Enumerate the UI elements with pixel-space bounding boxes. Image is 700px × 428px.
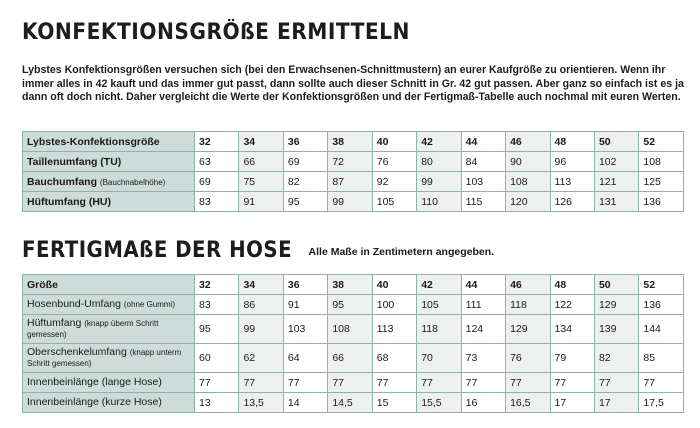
row-label [23,344,195,373]
table-cell: 64 [283,344,327,373]
table-cell: 17 [550,393,594,413]
row-label [23,295,195,315]
table-cell: 113 [372,315,416,344]
size-column-header: 40 [372,132,416,152]
table-cell: 73 [461,344,505,373]
table-cell: 121 [594,172,638,192]
row-label-note: (knapp überm Schritt gemessen) [27,319,159,339]
table-cell: 15,5 [417,393,461,413]
table-cell: 96 [550,152,594,172]
table-cell: 76 [372,152,416,172]
size-column-header: 48 [550,132,594,152]
row-label-text: Hosenbund-Umfang [27,298,124,310]
table-cell: 77 [550,373,594,393]
table-header-row [23,132,684,152]
table-cell: 77 [417,373,461,393]
size-column-header: 34 [239,275,283,295]
table-row [23,192,684,212]
table-cell: 92 [372,172,416,192]
row-label [23,315,195,344]
table-cell: 77 [461,373,505,393]
table-cell: 77 [328,373,372,393]
size-chart-table [22,131,684,212]
row-label-note: (Bauchnabelhöhe) [99,177,166,187]
table-cell: 129 [594,295,638,315]
table-cell: 118 [506,295,550,315]
table-cell: 108 [506,172,550,192]
garment-measurements-table [22,274,684,413]
table-cell: 77 [639,373,683,393]
row-label-text: Oberschenkelumfang [27,346,130,358]
table-cell: 118 [417,315,461,344]
table-cell: 69 [195,172,239,192]
table-cell: 13,5 [239,393,283,413]
size-column-header: 46 [506,275,550,295]
table-cell: 120 [506,192,550,212]
table-cell: 126 [550,192,594,212]
table-cell: 15 [372,393,416,413]
table-cell: 91 [239,192,283,212]
size-column-header: 44 [461,275,505,295]
table-cell: 95 [328,295,372,315]
size-column-header: 34 [239,132,283,152]
table-cell: 125 [639,172,683,192]
table-header-row [23,275,684,295]
row-label-text: Hüftumfang [27,317,85,329]
table-cell: 136 [639,295,683,315]
table-cell: 17,5 [639,393,683,413]
table-cell: 16 [461,393,505,413]
table-cell: 105 [372,192,416,212]
table-cell: 129 [506,315,550,344]
section-note: Alle Maße in Zentimetern angegeben. [308,246,495,258]
table-cell: 103 [283,315,327,344]
table-cell: 77 [283,373,327,393]
table-cell: 72 [328,152,372,172]
table-row [23,344,684,373]
table-cell: 82 [283,172,327,192]
table-cell: 68 [372,344,416,373]
table-cell: 16,5 [506,393,550,413]
table-cell: 95 [195,315,239,344]
intro-text: Lybstes Konfektionsgrößen versuchen sich (bei den Erwachsenen-Schnittmustern) an eurer Kaufgröße zu orientieren. Wenn ihr immer alles in 42 kauft und das immer gut passt, dann sollte auch dieser Schnitt in Gr. 42 gut passen. Aber ganz so einfach ist es ja dann oft doch nicht. Daher vergleicht die Werte der Konfektionsgrößen und der Fertigmaß-Tabelle auch nochmal mit euren Werten. [22,64,684,104]
row-label-text: Bauchumfang [27,175,100,188]
table-header-label: Größe [23,275,195,295]
size-column-header: 40 [372,275,416,295]
table-cell: 83 [195,295,239,315]
table-cell: 134 [550,315,594,344]
table-cell: 76 [506,344,550,373]
table-cell: 115 [461,192,505,212]
size-column-header: 36 [283,132,327,152]
table-cell: 95 [283,192,327,212]
size-column-header: 50 [594,132,638,152]
size-column-header: 32 [195,275,239,295]
table-cell: 14,5 [328,393,372,413]
table-cell: 110 [417,192,461,212]
table-cell: 87 [328,172,372,192]
table-cell: 105 [417,295,461,315]
table-cell: 77 [506,373,550,393]
row-label [23,192,195,212]
size-column-header: 38 [328,132,372,152]
table-cell: 70 [417,344,461,373]
table-cell: 17 [594,393,638,413]
table-cell: 60 [195,344,239,373]
table-cell: 108 [328,315,372,344]
size-column-header: 42 [417,275,461,295]
table-cell: 91 [283,295,327,315]
row-label-text: Innenbeinlänge (lange Hose) [27,376,162,388]
section-title: FERTIGMAßE DER HOSE [22,238,293,263]
row-label-text: Taillenumfang (TU) [27,155,122,168]
table-cell: 102 [594,152,638,172]
row-label-text: Hüftumfang (HU) [27,195,111,208]
row-label [23,393,195,413]
table-cell: 85 [639,344,683,373]
size-column-header: 50 [594,275,638,295]
table-row [23,172,684,192]
table-cell: 139 [594,315,638,344]
table-header-label: Lybstes-Konfektionsgröße [23,132,195,152]
table-cell: 131 [594,192,638,212]
table-cell: 90 [506,152,550,172]
table-row [23,315,684,344]
page-title: KONFEKTIONSGRÖßE ERMITTELN [22,20,410,45]
table-row [23,393,684,413]
table-cell: 99 [417,172,461,192]
table-cell: 103 [461,172,505,192]
table-cell: 75 [239,172,283,192]
table-cell: 77 [195,373,239,393]
table-cell: 77 [594,373,638,393]
table-cell: 63 [195,152,239,172]
size-column-header: 44 [461,132,505,152]
size-column-header: 36 [283,275,327,295]
table-cell: 66 [328,344,372,373]
size-column-header: 38 [328,275,372,295]
size-column-header: 48 [550,275,594,295]
table-cell: 14 [283,393,327,413]
size-column-header: 52 [639,132,683,152]
table-cell: 108 [639,152,683,172]
table-cell: 83 [195,192,239,212]
table-cell: 99 [239,315,283,344]
table-cell: 69 [283,152,327,172]
table-cell: 77 [239,373,283,393]
table-cell: 86 [239,295,283,315]
row-label [23,152,195,172]
table-cell: 136 [639,192,683,212]
table-cell: 113 [550,172,594,192]
table-cell: 111 [461,295,505,315]
size-column-header: 32 [195,132,239,152]
table-row [23,152,684,172]
table-cell: 124 [461,315,505,344]
table-cell: 84 [461,152,505,172]
table-cell: 66 [239,152,283,172]
row-label [23,373,195,393]
table-cell: 144 [639,315,683,344]
table-row [23,373,684,393]
row-label-note: (knapp unterm Schritt gemessen) [27,348,182,368]
row-label [23,172,195,192]
table-cell: 82 [594,344,638,373]
row-label-text: Innenbeinlänge (kurze Hose) [27,396,162,408]
table-cell: 62 [239,344,283,373]
size-column-header: 42 [417,132,461,152]
table-cell: 13 [195,393,239,413]
table-cell: 80 [417,152,461,172]
table-row [23,295,684,315]
table-cell: 122 [550,295,594,315]
table-cell: 99 [328,192,372,212]
table-cell: 79 [550,344,594,373]
table-cell: 77 [372,373,416,393]
size-column-header: 52 [639,275,683,295]
table-cell: 100 [372,295,416,315]
row-label-note: (ohne Gummi) [123,300,176,309]
size-column-header: 46 [506,132,550,152]
